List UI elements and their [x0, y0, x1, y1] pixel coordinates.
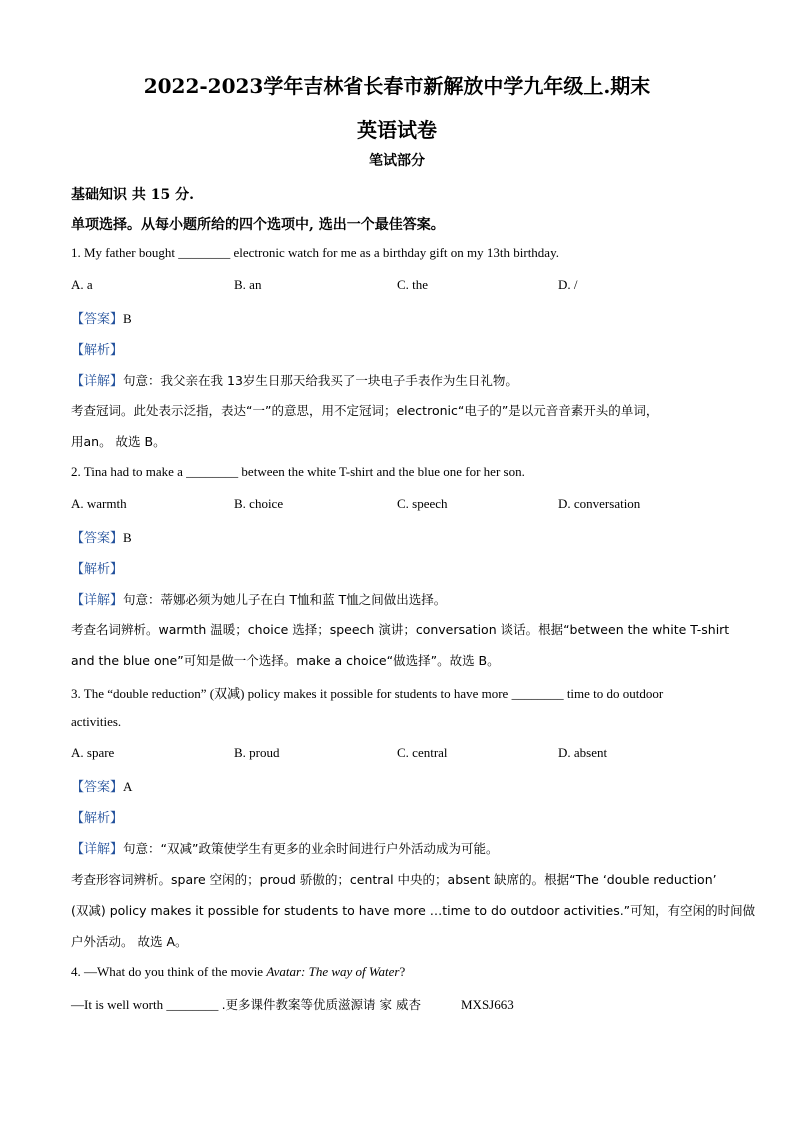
- question-1-option-b: B. an: [234, 277, 262, 292]
- question-1-explain-1: 考查冠词。此处表示泛指，表达“一”的意思，用不定冠词；electronic“电子的”是以元音音素开头的单词，: [71, 403, 659, 418]
- question-1-option-a: A. a: [71, 277, 93, 292]
- question-2-explain-1: 考查名词辨析。warmth 温暖；choice 选择；speech 演讲；conversation 谈话。根据“between the white T-shirt: [71, 622, 730, 637]
- detail-tag: 【详解】: [71, 593, 124, 608]
- question-3-option-b: B. proud: [234, 745, 280, 760]
- question-1-stem: 1. My father bought ________ electronic watch for me as a birthday gift on my 13th birthday.: [71, 245, 559, 260]
- detail-text: 句意：蒂娜必须为她儿子在白 T恤和蓝 T恤之间做出选择。: [123, 592, 447, 607]
- movie-title: Avatar: The way of Water: [266, 964, 400, 979]
- question-3-explain-2: (双减) policy makes it possible for students to have more …time to do outdoor activities.”可知，有空闲的时间做: [71, 903, 756, 918]
- question-2-analysis: [71, 558, 723, 577]
- question-1-analysis: [71, 339, 723, 358]
- section-title: 笔试部分: [369, 153, 425, 169]
- analysis-tag: 【解析】: [71, 811, 124, 826]
- question-4-reply: [71, 995, 723, 1013]
- question-3-option-c: C. central: [397, 745, 448, 760]
- question-2-stem: 2. Tina had to make a ________ between the white T-shirt and the blue one for her son.: [71, 464, 525, 479]
- question-2-option-a: A. warmth: [71, 496, 127, 511]
- question-4-stem-pre: 4. —What do you think of the movie: [71, 964, 267, 979]
- watermark-code: MXSJ663: [461, 997, 514, 1012]
- question-2-answer: [71, 527, 723, 546]
- analysis-tag: 【解析】: [71, 562, 124, 577]
- question-2-option-b: B. choice: [234, 496, 284, 511]
- question-1-option-c: C. the: [397, 277, 429, 292]
- question-1-option-d: D. /: [558, 277, 578, 292]
- answer-tag: 【答案】: [71, 780, 124, 795]
- answer-value: B: [123, 311, 132, 326]
- answer-value: A: [123, 779, 133, 794]
- detail-text: 句意：我父亲在我 13岁生日那天给我买了一块电子手表作为生日礼物。: [123, 373, 518, 388]
- question-3-stem: 3. The “double reduction” (双减) policy makes it possible for students to have more ________ time to do outdoor: [71, 686, 664, 701]
- watermark-text: .更多课件教案等优质滋源请 家 威杏: [221, 997, 421, 1012]
- detail-tag: 【详解】: [71, 842, 124, 857]
- question-2-option-c: C. speech: [397, 496, 448, 511]
- question-4-stem: [71, 964, 723, 980]
- question-3-stem-2: activities.: [71, 714, 122, 729]
- question-3-option-a: A. spare: [71, 745, 115, 760]
- question-1-answer: [71, 308, 723, 327]
- document-subtitle: 英语试卷: [357, 118, 437, 142]
- question-2-explain-2: and the blue one”可知是做一个选择。make a choice“做选择”。故选 B。: [71, 653, 500, 668]
- question-3-explain-3: 户外活动。 故选 A。: [71, 934, 188, 949]
- answer-tag: 【答案】: [71, 531, 124, 546]
- question-1-detail: [71, 370, 723, 389]
- question-3-explain-1: 考查形容词辨析。spare 空闲的；proud 骄傲的；central 中央的；absent 缺席的。根据“The ‘double reduction’: [71, 872, 717, 887]
- question-3-option-d: D. absent: [558, 745, 608, 760]
- question-3-detail: [71, 838, 723, 857]
- question-4-reply-text: —It is well worth ________: [71, 997, 222, 1012]
- question-3-analysis: [71, 807, 723, 826]
- question-3-answer: [71, 776, 723, 795]
- question-4-stem-post: ?: [399, 964, 406, 979]
- analysis-tag: 【解析】: [71, 343, 124, 358]
- question-2-detail: [71, 589, 723, 608]
- detail-tag: 【详解】: [71, 374, 124, 389]
- detail-text: 句意：“双减”政策使学生有更多的业余时间进行户外活动成为可能。: [123, 841, 499, 856]
- answer-tag: 【答案】: [71, 312, 124, 327]
- question-2-option-d: D. conversation: [558, 496, 641, 511]
- part-instruction: 单项选择。从每小题所给的四个选项中, 选出一个最佳答案。: [71, 217, 445, 233]
- question-1-explain-2: 用an。 故选 B。: [71, 434, 166, 449]
- part-heading: 基础知识 共 15 分.: [71, 187, 194, 203]
- answer-value: B: [123, 530, 132, 545]
- document-title: 2022-2023学年吉林省长春市新解放中学九年级上.期末: [143, 74, 651, 98]
